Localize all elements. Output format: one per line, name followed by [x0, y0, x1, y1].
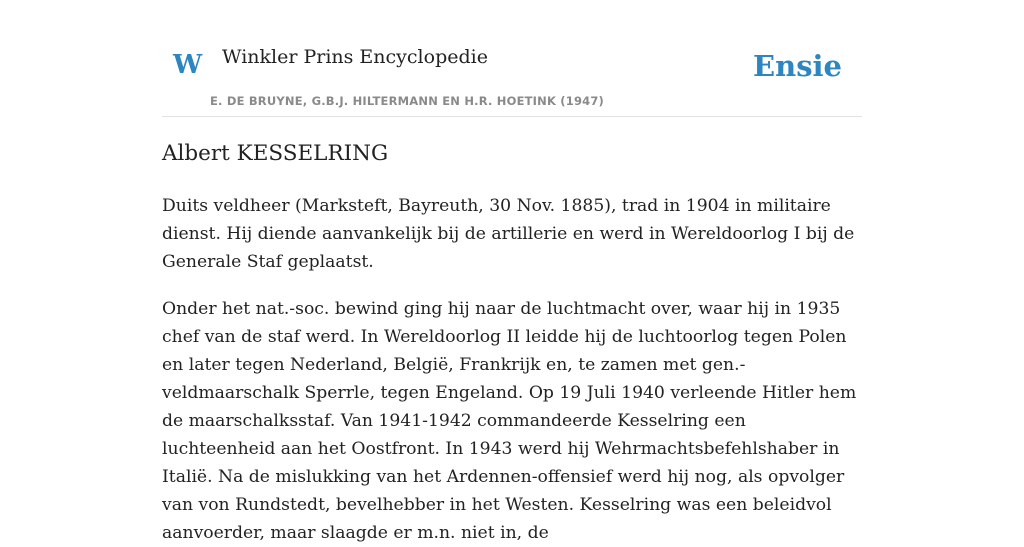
article-paragraph: Onder het nat.-soc. bewind ging hij naar de luchtmacht over, waar hij in 1935 chef van de staf werd. In Wereldoorlog II leidde hij de luchtoorlog tegen Polen en later tegen Nederland, België, Frankrijk en, te zamen met gen.-veldmaarschalk Sperrle, tegen Engeland. Op 19 Juli 1940 verleende Hitler hem de maarschalksstaf. Van 1941-1942 commandeerde Kesselring een luchteenheid aan het Oostfront. In 1943 werd hij Wehrmachtsbefehlshaber in Italië. Na de mislukking van het Ardennen-offensief werd hij nog, als opvolger van von Rundstedt, bevelhebber in het Westen. Kesselring was een beleidvol aanvoerder, maar slaagde er m.n. niet in, de	[162, 299, 857, 543]
site-authors: E. DE BRUYNE, G.B.J. HILTERMANN EN H.R. HOETINK (1947)	[210, 94, 605, 108]
ensie-brand-logo[interactable]: Ensie	[753, 49, 842, 83]
winkler-prins-logo[interactable]: W	[173, 50, 203, 80]
article-title: Albert KESSELRING	[162, 141, 389, 166]
site-title[interactable]: Winkler Prins Encyclopedie	[222, 46, 488, 68]
article-paragraph: Duits veldheer (Marksteft, Bayreuth, 30 Nov. 1885), trad in 1904 in militaire dienst. Hij diende aanvankelijk bij de artillerie en werd in Wereldoorlog I bij de Generale Staf geplaatst.	[162, 196, 855, 272]
site-header	[162, 0, 862, 117]
